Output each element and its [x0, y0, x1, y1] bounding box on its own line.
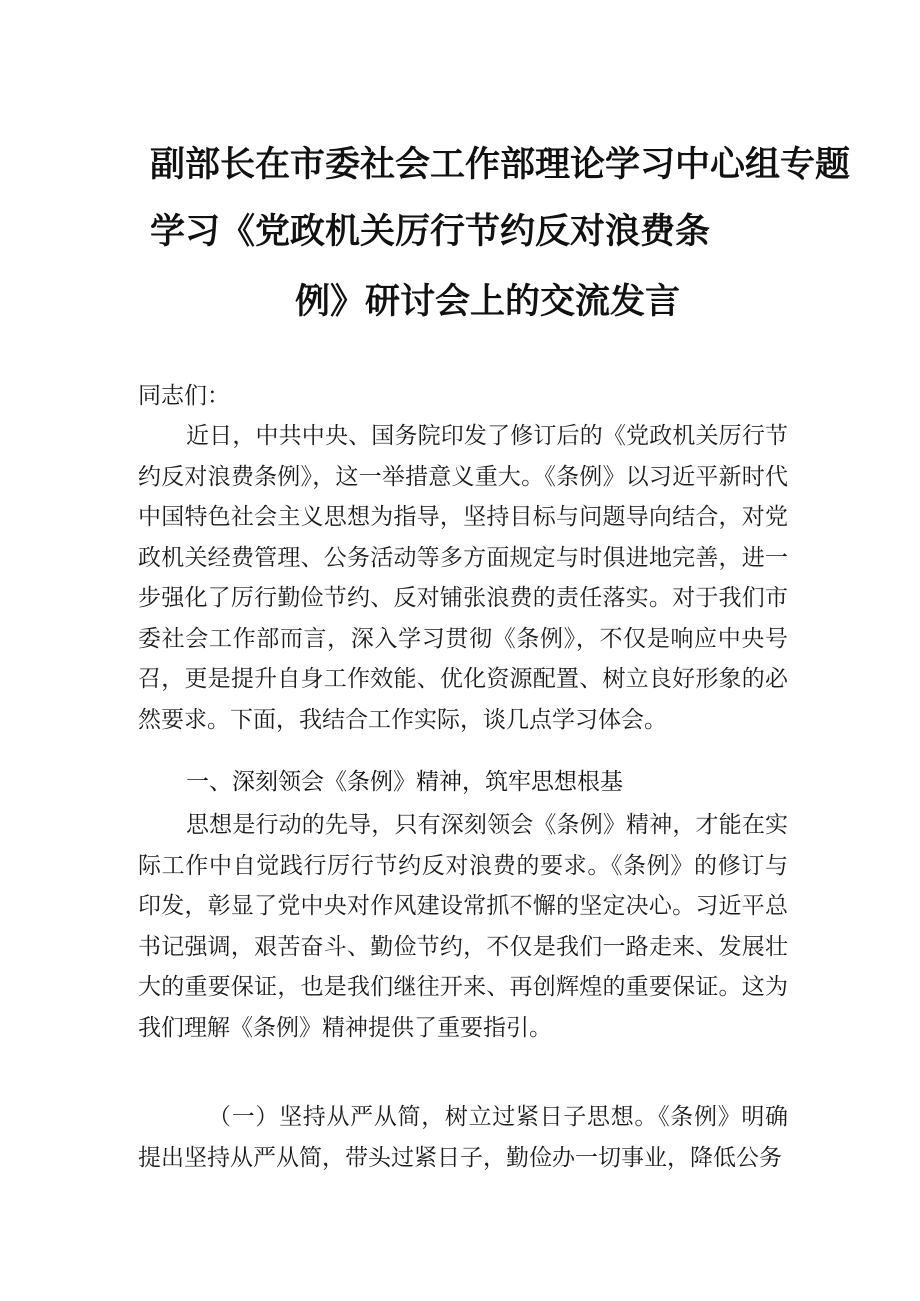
document-title-line-3: 例》研讨会上的交流发言 [295, 282, 681, 322]
document-title-line-1: 副部长在市委社会工作部理论学习中心组专题 [150, 145, 851, 185]
section-heading-1: 一、深刻领会《条例》精神，筑牢思想根基 [186, 769, 623, 795]
paragraph-intro: 近日，中共中央、国务院印发了修订后的《党政机关厉行节约反对浪费条例》，这一举措意义重大。《条例》以习近平新时代中国特色社会主义思想为指导，坚持目标与问题导向结合，对党政机关经费管理、公务活动等多方面规定与时俱进地完善，进一步强化了厉行勤俭节约、反对铺张浪费的责任落实。对于我们市委社会工作部而言，深入学习贯彻《条例》，不仅是响应中央号召，更是提升自身工作效能、优化资源配置、树立良好形象的必然要求。下面，我结合工作实际，谈几点学习体会。 [138, 423, 788, 733]
salutation: 同志们： [138, 383, 230, 409]
document-title-line-2: 学习《党政机关厉行节约反对浪费条 [150, 212, 711, 252]
paragraph-section-1: 思想是行动的先导，只有深刻领会《条例》精神，才能在实际工作中自觉践行厉行节约反对浪费的要求。《条例》的修订与印发，彰显了党中央对作风建设常抓不懈的坚定决心。习近平总书记强调，艰苦奋斗、勤俭节约，不仅是我们一路走来、发展壮大的重要保证，也是我们继往开来、再创辉煌的重要保证。这为我们理解《条例》精神提供了重要指引。 [138, 812, 788, 1041]
paragraph-subsection-1: （一）坚持从严从简，树立过紧日子思想。《条例》明确提出坚持从严从简，带头过紧日子，勤俭办一切事业，降低公务 [138, 1104, 788, 1171]
